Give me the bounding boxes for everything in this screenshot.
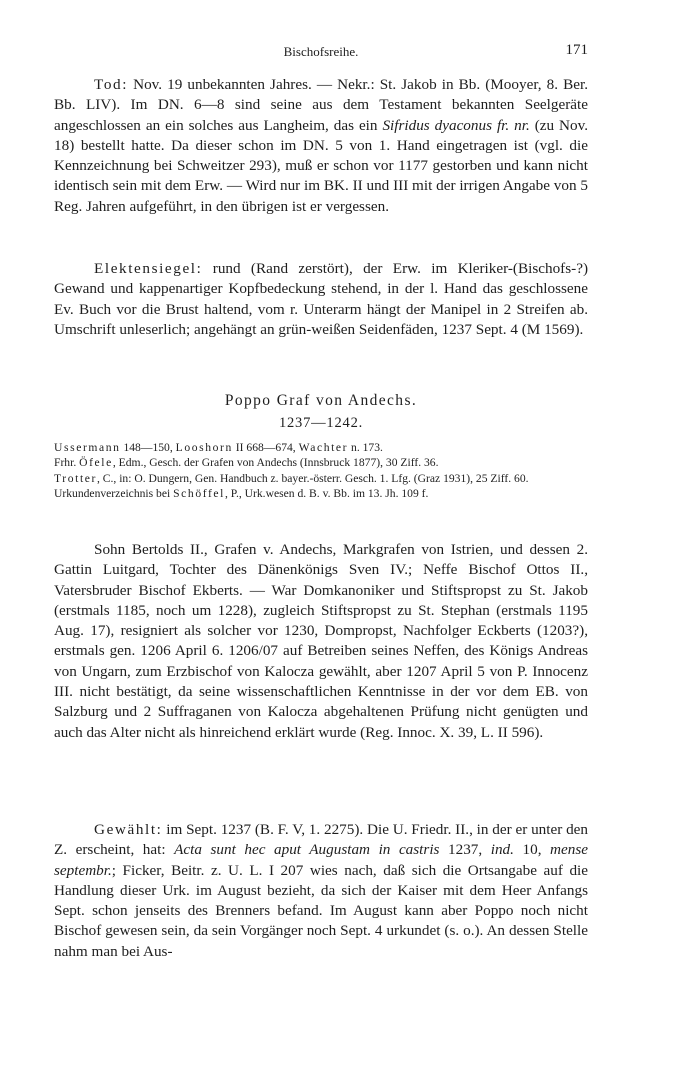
section-heading (54, 390, 588, 434)
literature-text: II 668—674, (232, 441, 299, 454)
literature-author: Looshorn (175, 441, 233, 454)
paragraph-sohn (54, 540, 588, 743)
gewaehlt-text-4: ; Ficker, Beitr. z. U. L. I 207 wies nach, daß sich die Ortsangabe auf die Handlung dieser Urk. im August bezieht, da sich der Kaiser mit dem Heer Anfangs Sept. schon jenseits des Brenners befand. Im August kann aber Poppo noch nicht Bischof gewesen sein, da sein Vorgänger noch Sept. 4 urkundet (s. o.). An dessen Stelle nahm man bei Aus- (54, 861, 588, 960)
page-header (54, 40, 588, 64)
siegel-text-1: rund (Rand zerstört), der Erw. im Kleriker-(Bischofs-?) Gewand und kappenartiger Kopfbedeckung stehend, in der l. Hand das geschlossene Ev. Buch vor die Brust haltend, vom r. Unterarm hängt der Manipel in 2 Streifen ab. Umschrift unleserlich; angehängt an grün-weißen Seidenfäden, 1237 Sept. 4 (M 1569). (54, 260, 588, 338)
literature-author: Trotter (54, 471, 97, 485)
label-elektensiegel: Elektensiegel: (94, 260, 203, 277)
literature-list (54, 440, 588, 502)
section-years: 1237—1242. (278, 415, 364, 431)
running-head: Bischofsreihe. (283, 44, 359, 59)
gewaehlt-text-1: im Sept. 1237 (B. F. V, 1. 2275). Die U. Friedr. II., in der er unter den Z. erscheint, hat: (54, 821, 589, 859)
literature-entry (54, 455, 588, 470)
literature-text: , Edm., Gesch. der Grafen von Andechs (Innsbruck 1877), 30 Ziff. 36. (112, 456, 439, 470)
gewaehlt-text-3: 10, (513, 841, 551, 859)
paragraph-elektensiegel (54, 259, 588, 340)
paragraph-gewaehlt (54, 820, 588, 962)
literature-entry (54, 486, 588, 501)
literature-text: 148—150, (120, 441, 176, 454)
gewaehlt-italic-2: ind. (490, 841, 514, 859)
literature-text: , C., in: O. Dungern, Gen. Handbuch z. bayer.-österr. Gesch. 1. Lfg. (Graz 1931), 25 Ziff. 60. (96, 471, 529, 485)
tod-italic-1: Sifridus dyaconus fr. nr. (382, 116, 530, 134)
literature-text: , P., Urk.wesen d. B. v. Bb. im 13. Jh. 109 f. (225, 487, 429, 501)
label-tod: Tod: (94, 76, 129, 93)
literature-prefix: Urkundenverzeichnis bei (54, 487, 174, 501)
section-title: Poppo Graf von Andechs. (224, 392, 418, 409)
literature-prefix: Frhr. (54, 456, 80, 470)
tod-text-2: (zu Nov. 18) bestellt hatte. Da dieser schon im DN. 5 von 1. Hand eingetragen ist (vgl. die Kennzeichnung bei Schweitzer 293), muß er schon vor 1177 gestorben und kann nicht identisch sein mit dem Erw. — Wird nur im BK. II und III mit der irrigen Angabe von 5 Reg. Jahren aufgeführt, in den übrigen ist er vergessen. (54, 116, 588, 215)
literature-author: Schöffel (173, 487, 225, 501)
literature-author: Wachter (298, 441, 349, 454)
gewaehlt-italic-1: Acta sunt hec aput Augustam in castris (174, 841, 440, 859)
sohn-text: Sohn Bertolds II., Grafen v. Andechs, Markgrafen von Istrien, und dessen 2. Gattin Luitgard, Tochter des Dänenkönigs Sven IV.; Neffe Bischof Ottos II., Vatersbruder Bischof Ekberts. — War Domkanoniker und Stiftspropst zu St. Jakob (erstmals 1185, noch um 1228), zugleich Stiftspropst zu St. Stephan (erstmals 1195 Aug. 17), resigniert als solcher vor 1230, Dompropst, Nachfolger Eckberts (1203?), erstmals gen. 1206 April 6. 1206/07 auf Betreiben seines Neffen, des Königs Andreas von Ungarn, zum Erzbischof von Kalocza gewählt, aber 1207 April 5 von P. Innocenz III. nicht bestätigt, da seine wissenschaftlichen Kenntnisse in der vor dem EB. von Salzburg und 2 Suffraganen von Kalocza abgehaltenen Prüfung nicht genügten und auch das Alter nicht als hinreichend erklärt wurde (Reg. Innoc. X. 39, L. II 596). (54, 541, 588, 741)
page-number: 171 (565, 42, 588, 58)
label-gewaehlt: Gewählt: (94, 821, 163, 838)
literature-author: Öfele (79, 456, 113, 470)
literature-entry (54, 471, 588, 486)
tod-text-1: Nov. 19 unbekannten Jahres. — Nekr.: St. Jakob in Bb. (Mooyer, 8. Ber. Bb. LIV). Im DN. 6—8 sind seine aus dem Testament bekannten Seelgeräte angeschlossen an ein solches aus Langheim, das ein (54, 76, 588, 134)
gewaehlt-text-2: 1237, (439, 841, 491, 859)
paragraph-tod (54, 75, 588, 217)
literature-author: Ussermann (54, 441, 121, 454)
gewaehlt-italic-3: mense septembr. (54, 841, 589, 879)
literature-text: n. 173. (348, 441, 383, 454)
literature-entry (54, 440, 588, 455)
